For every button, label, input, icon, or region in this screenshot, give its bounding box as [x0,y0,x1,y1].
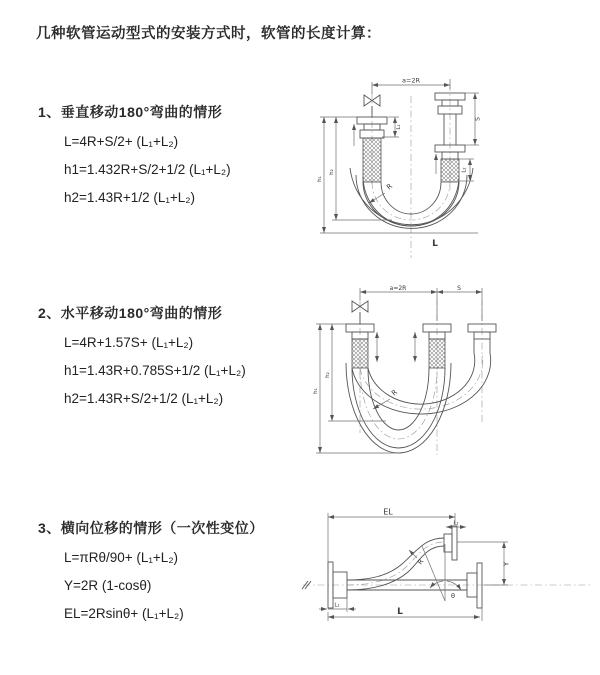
label-s: S [474,117,482,121]
section1-formula-L: L=4R+S/2+ (L₁+L₂) [64,134,179,149]
section1-formula-h1: h1=1.432R+S/2+1/2 (L₁+L₂) [64,162,231,177]
label-h1: h₁ [313,388,319,394]
horizontal-180-bend-diagram [310,283,595,468]
hose-assembly [302,526,482,608]
label-y: Y [502,561,511,567]
label-l: L [432,239,438,249]
section3-formula-EL: EL=2Rsinθ+ (L₁+L₂) [64,606,184,621]
section2-formula-h1: h1=1.43R+0.785S+1/2 (L₁+L₂) [64,363,246,378]
label-r: R [390,388,400,398]
label-h2: h₂ [329,169,335,175]
label-r: R [416,557,426,567]
label-l1: L₁ [396,124,402,130]
section1-formula-h2: h2=1.43R+1/2 (L₁+L₂) [64,190,196,205]
raised-flange-displaced [444,526,457,560]
lateral-displacement-diagram [300,500,595,655]
hose-assembly [346,301,496,453]
dimensions [320,76,479,233]
page-title: 几种软管运动型式的安装方式时，软管的长度计算： [36,26,381,42]
dimensions [316,288,482,453]
dimensions [319,513,508,621]
label-theta: θ [451,592,455,600]
centerlines [303,542,592,585]
section-vertical-movement [38,102,231,206]
section2-heading: 2、水平移动180°弯曲的情形 [38,305,223,321]
label-l2: L₂ [461,167,468,173]
radius-line [422,546,445,601]
section-horizontal-movement [38,303,246,407]
section-lateral-displacement [38,518,264,622]
section1-heading: 1、垂直移动180°弯曲的情形 [38,104,223,120]
label-l2: L₂ [453,520,459,527]
label-l: L [397,607,403,617]
label-el: EL [383,507,393,517]
label-a2r: a=2R [389,285,407,292]
section2-formula-L: L=4R+1.57S+ (L₁+L₂) [64,335,194,350]
label-h1: h₁ [317,176,323,182]
middle-braid-section [429,339,445,368]
section2-formula-h2: h2=1.43R+S/2+1/2 (L₁+L₂) [64,391,224,406]
label-l1: L₁ [334,602,340,609]
left-braid-section [352,339,368,368]
left-braid-section [363,138,381,182]
dimension-labels [334,508,510,618]
label-a2r: a=2R [401,76,421,85]
hose-assembly [350,93,473,228]
section3-formula-Y: Y=2R (1-cosθ) [64,578,152,593]
section3-formula-L: L=πRθ/90+ (L₁+L₂) [64,550,179,565]
right-flange-original [467,563,482,608]
u-bend-hose [346,353,491,453]
label-r: R [385,182,395,192]
right-braid-section [441,159,459,182]
label-s: S [457,285,461,292]
label-h2: h₂ [325,372,331,378]
vertical-180-bend-diagram [310,72,595,265]
section3-heading: 3、横向位移的情形（一次性变位） [38,520,264,536]
centerlines [360,299,483,455]
